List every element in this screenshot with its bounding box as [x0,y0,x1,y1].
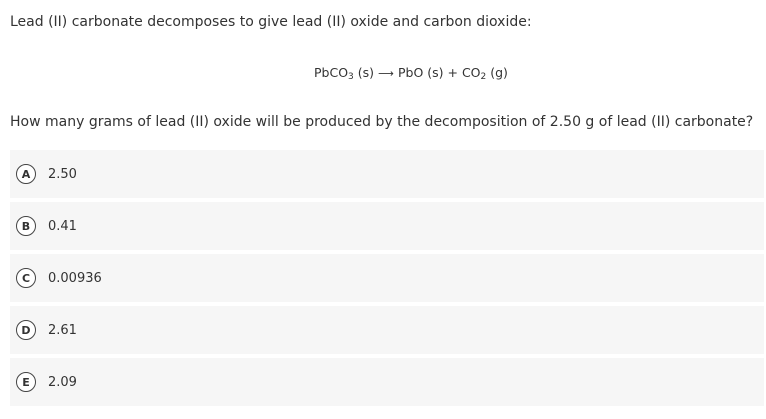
equation-reactant: PbCO [314,65,349,80]
equation-product-subscript: 2 [480,72,487,82]
option-e[interactable] [10,358,764,406]
intro-text: Lead (II) carbonate decomposes to give lead (II) oxide and carbon dioxide: [10,14,532,30]
option-a[interactable] [10,150,764,198]
equation-reactant-state: (s) [353,65,378,80]
equation-products: PbO (s) + CO [394,65,481,80]
option-c[interactable] [10,254,764,302]
equation-reactant-subscript: 3 [348,72,354,82]
reaction-arrow-icon: ⟶ [378,67,394,80]
option-d-text: 2.61 [48,322,77,338]
option-e-letter-icon: E [16,372,36,392]
answer-options [10,150,764,410]
option-b[interactable] [10,202,764,250]
option-a-letter-icon: A [16,164,36,184]
option-b-text: 0.41 [48,218,77,234]
option-a-text: 2.50 [48,166,77,182]
option-c-letter-icon: C [16,268,36,288]
equation-product-state: (g) [486,65,508,80]
option-d[interactable] [10,306,764,354]
option-d-letter-icon: D [16,320,36,340]
option-e-text: 2.09 [48,374,77,390]
question-text: How many grams of lead (II) oxide will be produced by the decomposition of 2.50 g of lead (II) carbonate? [10,114,754,130]
chemical-equation [314,64,508,83]
option-b-letter-icon: B [16,216,36,236]
option-c-text: 0.00936 [48,270,102,286]
